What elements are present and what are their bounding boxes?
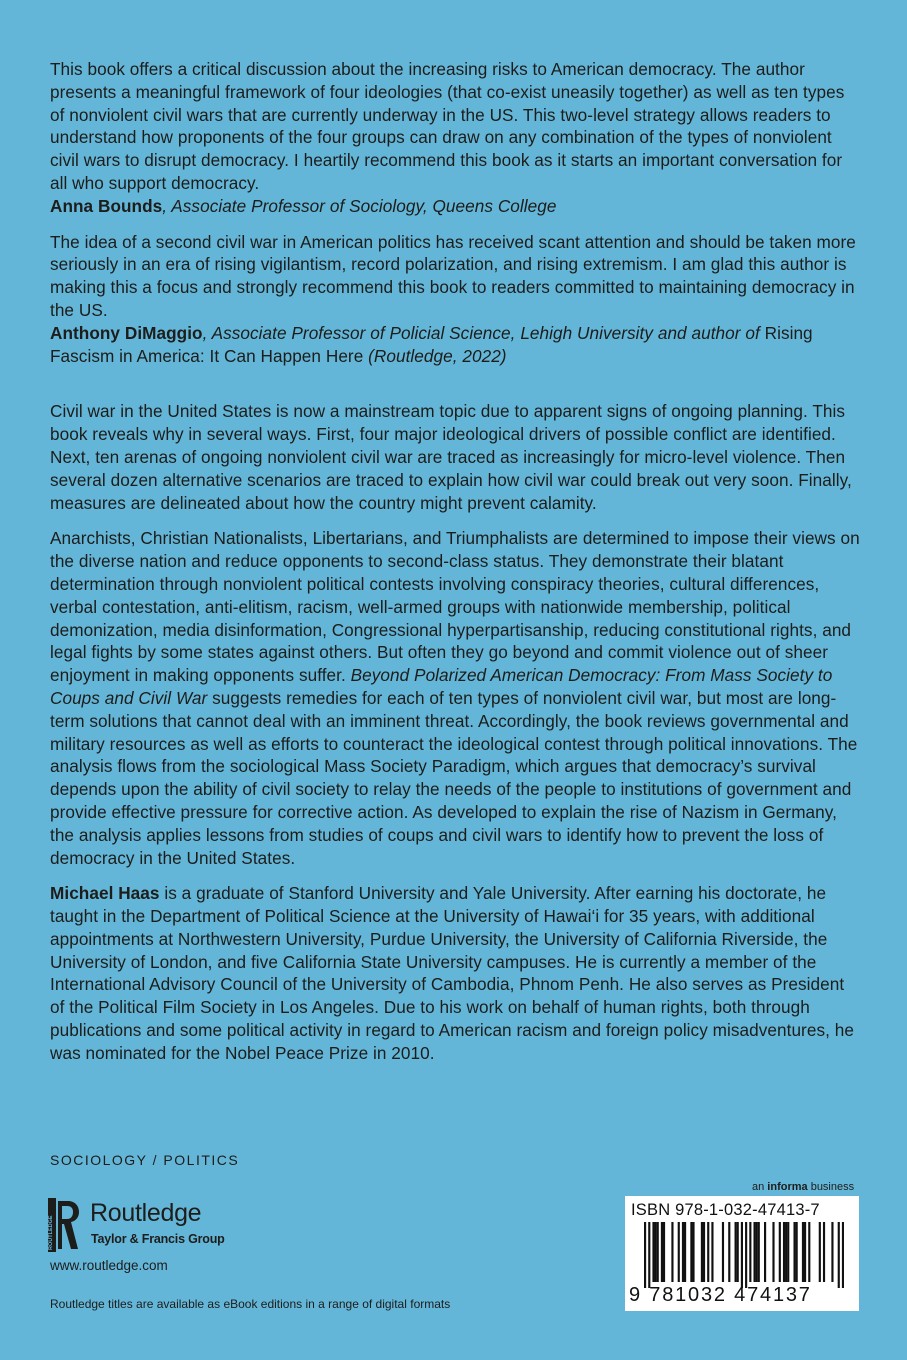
description-paragraph-1: Civil war in the United States is now a mainstream topic due to apparent signs of ongoing planning. This book reveals why in several ways. First, four major ideological drivers of possible conflict are identified. Next, ten arenas of ongoing nonviolent civil war are traced as increasingly for micro-level violence. Then several dozen alternative scenarios are traced to explain how civil war could break out very soon. Finally, measures are delineated about how the country might prevent calamity. — [50, 401, 852, 513]
informa-suffix: business — [807, 1181, 855, 1193]
subject-category: SOCIOLOGY / POLITICS — [50, 1152, 240, 1168]
publisher-logo — [48, 1198, 288, 1254]
barcode-bar — [684, 1222, 686, 1282]
book-title: Beyond Polarized American Democracy: From Mass Society to Coups and Civil War — [50, 665, 833, 708]
barcode-bar — [692, 1222, 694, 1282]
description-p2-start: Anarchists, Christian Nationalists, Libertarians, and Triumphalists are determined to impose their views on the diverse nation and reduce opponents to second-class status. They demonstrate their blatant determination through nonviolent political contests involving conspiracy theories, cultural differences, verbal contestation, anti-elitism, racism, well-armed groups with nationwide membership, political demonization, media disinformation, Congressional hyperpartisanship, reducing constitutional rights, and legal fights by some states against others. But often they go beyond and commit violence out of sheer enjoyment in making opponents suffer. — [50, 528, 860, 686]
barcode-bar — [735, 1222, 737, 1282]
barcode-bar — [701, 1222, 703, 1282]
endorser-2-title: , Associate Professor of Policial Science, Lehigh University and author of — [202, 322, 765, 343]
informa-prefix: an — [752, 1181, 768, 1193]
endorser-2-name: Anthony DiMaggio — [50, 322, 203, 343]
informa-word: informa — [767, 1181, 808, 1193]
endorser-2-publisher: (Routledge, 2022) — [363, 345, 507, 366]
barcode-bars — [644, 1222, 844, 1288]
barcode-bar — [690, 1222, 692, 1282]
barcode-bar — [703, 1222, 705, 1282]
barcode-bar — [819, 1222, 821, 1282]
barcode-bar — [663, 1222, 665, 1282]
endorser-1-title: , Associate Professor of Sociology, Queens College — [162, 195, 557, 216]
endorsement-1 — [50, 58, 862, 218]
barcode-bar — [644, 1222, 646, 1288]
barcode-bar — [749, 1222, 751, 1282]
barcode-bar — [779, 1222, 781, 1282]
barcode-bar — [772, 1222, 774, 1282]
barcode-bar — [831, 1222, 833, 1282]
barcode-bar — [756, 1222, 758, 1282]
barcode-bar — [804, 1222, 806, 1282]
endorser-1-name: Anna Bounds — [50, 195, 163, 216]
barcode-bar — [661, 1222, 663, 1282]
routledge-logo-icon — [48, 1198, 84, 1252]
logo-vertical-text: ROUTLEDGE — [48, 1215, 54, 1250]
barcode-bar — [652, 1222, 654, 1282]
author-bio-text: is a graduate of Stanford University and Yale University. After earning his doctorate, he taught in the Department of Political Science at the University of Hawai‘i for 35 years, with additional appointments at Northwestern University, Purdue University, the University of California Riverside, the University of London, and five California State University campuses. He is currently a member of the International Advisory Council of the University of Cambodia, Phnom Penh. He also serves as President of the Political Film Society in Los Angeles. Due to his work on behalf of human rights, both through publications and some political activity in regard to American racism and foreign policy misadventures, he was nominated for the Nobel Peace Prize in 2010. — [50, 883, 854, 1063]
endorser-2-book: Rising Fascism in America: It Can Happen Here — [50, 322, 813, 366]
barcode-bar — [728, 1222, 730, 1282]
barcode-bar — [838, 1222, 840, 1288]
barcode-bar — [655, 1222, 657, 1282]
barcode-bar — [682, 1222, 684, 1282]
barcode-digits: 9 781032 474137 — [629, 1284, 812, 1306]
endorsement-2-text: The idea of a second civil war in American politics has received scant attention and should be taken more seriously in an era of rising vigilantism, record polarization, and rising extremism. I am glad this author is making this a focus and strongly recommend this book to readers committed to maintaining democracy in the US. — [50, 231, 856, 320]
isbn-label: ISBN 978-1-032-47413-7 — [631, 1201, 820, 1219]
barcode-bar — [764, 1222, 766, 1282]
barcode-bar — [793, 1222, 795, 1282]
barcode-bar — [711, 1222, 713, 1282]
barcode-bar — [796, 1222, 798, 1282]
barcode-bar — [787, 1222, 789, 1282]
barcode-bar — [745, 1222, 747, 1288]
publisher-name: Routledge — [90, 1199, 202, 1227]
barcode-bar — [785, 1222, 787, 1282]
barcode-bar — [808, 1222, 810, 1282]
barcode-bar — [671, 1222, 673, 1282]
barcode-bar — [737, 1222, 739, 1282]
endorsement-1-text: This book offers a critical discussion about the increasing risks to American democracy. The author presents a meaningful framework of four ideologies (that co-exist uneasily together) as well as ten types of nonviolent civil wars that are currently underway in the US. This two-level strategy allows readers to understand how proponents of the four groups can draw on any combination of the types of nonviolent civil wars to disrupt democracy. I heartily recommend this book as it starts an important conversation for all who support democracy. — [50, 59, 845, 193]
barcode-bar — [842, 1222, 844, 1288]
isbn-barcode — [625, 1196, 859, 1311]
barcode-bar — [741, 1222, 743, 1288]
barcode-bar — [722, 1222, 724, 1282]
barcode-bar — [657, 1222, 659, 1282]
barcode-bar — [753, 1222, 755, 1282]
barcode-bar — [823, 1222, 825, 1282]
description-p2-end: suggests remedies for each of ten types of nonviolent civil war, but most are long-term solutions that cannot deal with an imminent threat. Accordingly, the book reviews governmental and military resources as well as efforts to counteract the ideological contest through political innovations. The analysis flows from the sociological Mass Society Paradigm, which argues that democracy’s survival depends upon the ability of civil society to relay the needs of the people to institutions of government and provide effective pressure for corrective action. As developed to explain the rise of Nazism in Germany, the analysis applies lessons from studies of coups and civil wars to identify how to prevent the loss of democracy in the United States. — [50, 687, 858, 868]
back-cover-text — [50, 58, 862, 1065]
publisher-group: Taylor & Francis Group — [91, 1232, 225, 1246]
publisher-website: www.routledge.com — [50, 1258, 168, 1273]
barcode-bar — [783, 1222, 785, 1282]
author-name: Michael Haas — [50, 883, 160, 904]
description-paragraph-2 — [50, 527, 862, 869]
barcode-bar — [802, 1222, 804, 1282]
informa-tagline — [752, 1181, 854, 1193]
endorsement-2 — [50, 231, 862, 368]
barcode-bar — [758, 1222, 760, 1282]
barcode-bar — [648, 1222, 650, 1288]
barcode-bar — [678, 1222, 680, 1282]
ebook-note: Routledge titles are available as eBook editions in a range of digital formats — [50, 1297, 451, 1311]
author-bio — [50, 882, 862, 1064]
barcode-bar — [707, 1222, 709, 1282]
